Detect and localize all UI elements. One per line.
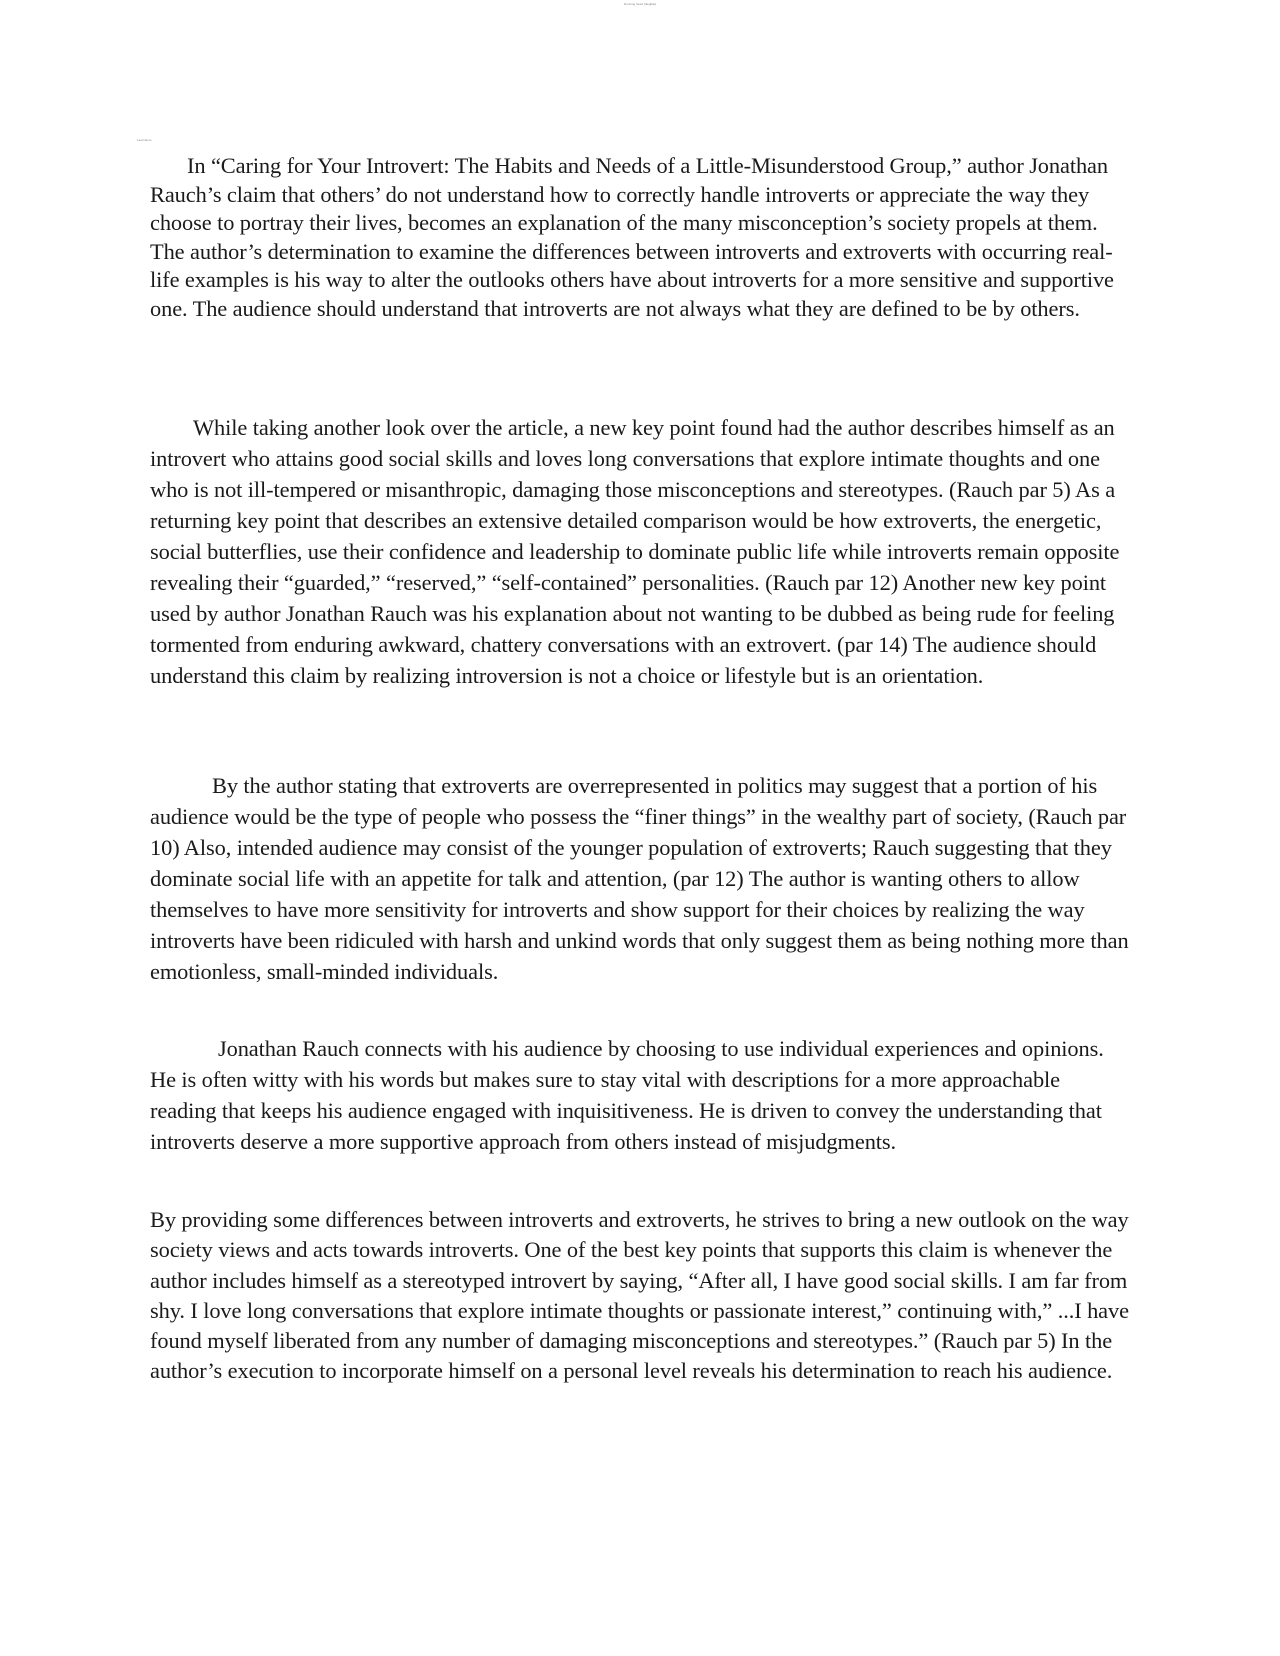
paragraph-4: Jonathan Rauch connects with his audience by choosing to use individual experiences and opinions. He is often witty with his words but makes sure to stay vital with descriptions for a more approachable reading that keeps his audience engaged with inquisitiveness. He is driven to convey the understanding that introverts deserve a more supportive approach from others instead of misjudgments. <box>150 1036 1104 1154</box>
paragraph-1: In “Caring for Your Introvert: The Habits and Needs of a Little-Misunderstood Group,” author Jonathan Rauch’s claim that others’ do not understand how to correctly handle introverts or appreciate the way they choose to portray their lives, becomes an explanation of the many misconception’s society propels at them. The author’s determination to examine the differences between introverts and extroverts with occurring real-life examples is his way to alter the outlooks others have about introverts for a more sensitive and supportive one. The audience should understand that introverts are not always what they are defined to be by others. <box>150 153 1114 321</box>
paragraph-2: While taking another look over the article, a new key point found had the author describes himself as an introvert who attains good social skills and loves long conversations that explore intimate thoughts and one who is not ill-tempered or misanthropic, damaging those misconceptions and stereotypes. (Rauch par 5) As a returning key point that describes an extensive detailed comparison would be how extroverts, the energetic, social butterflies, use their confidence and leadership to dominate public life while introverts remain opposite revealing their “guarded,” “reserved,” “self-contained” personalities. (Rauch par 12) Another new key point used by author Jonathan Rauch was his explanation about not wanting to be dubbed as being rude for feeling tormented from enduring awkward, chattery conversations with an extrovert. (par 14) The audience should understand this claim by realizing introversion is not a choice or lifestyle but is an orientation. <box>150 415 1120 688</box>
margin-note: Last Name <box>137 138 152 142</box>
paragraph-3: By the author stating that extroverts are overrepresented in politics may suggest that a portion of his audience would be the type of people who possess the “finer things” in the wealthy part of society, (Rauch par 10) Also, intended audience may consist of the younger population of extroverts; Rauch suggesting that they dominate social life with an appetite for talk and attention, (par 12) The author is wanting others to allow themselves to have more sensitivity for introverts and show support for their choices by realizing the way introverts have been ridiculed with harsh and unkind words that only suggest them as being nothing more than emotionless, small-minded individuals. <box>150 773 1129 984</box>
running-header: Running head: [illegible] <box>623 2 657 6</box>
paragraph-5: By providing some differences between introverts and extroverts, he strives to bring a new outlook on the way society views and acts towards introverts. One of the best key points that supports this claim is whenever the author includes himself as a stereotyped introvert by saying, “After all, I have good social skills. I am far from shy. I love long conversations that explore intimate thoughts or passionate interest,” continuing with,” ...I have found myself liberated from any number of damaging misconceptions and stereotypes.” (Rauch par 5) In the author’s execution to incorporate himself on a personal level reveals his determination to reach his audience. <box>150 1207 1129 1384</box>
